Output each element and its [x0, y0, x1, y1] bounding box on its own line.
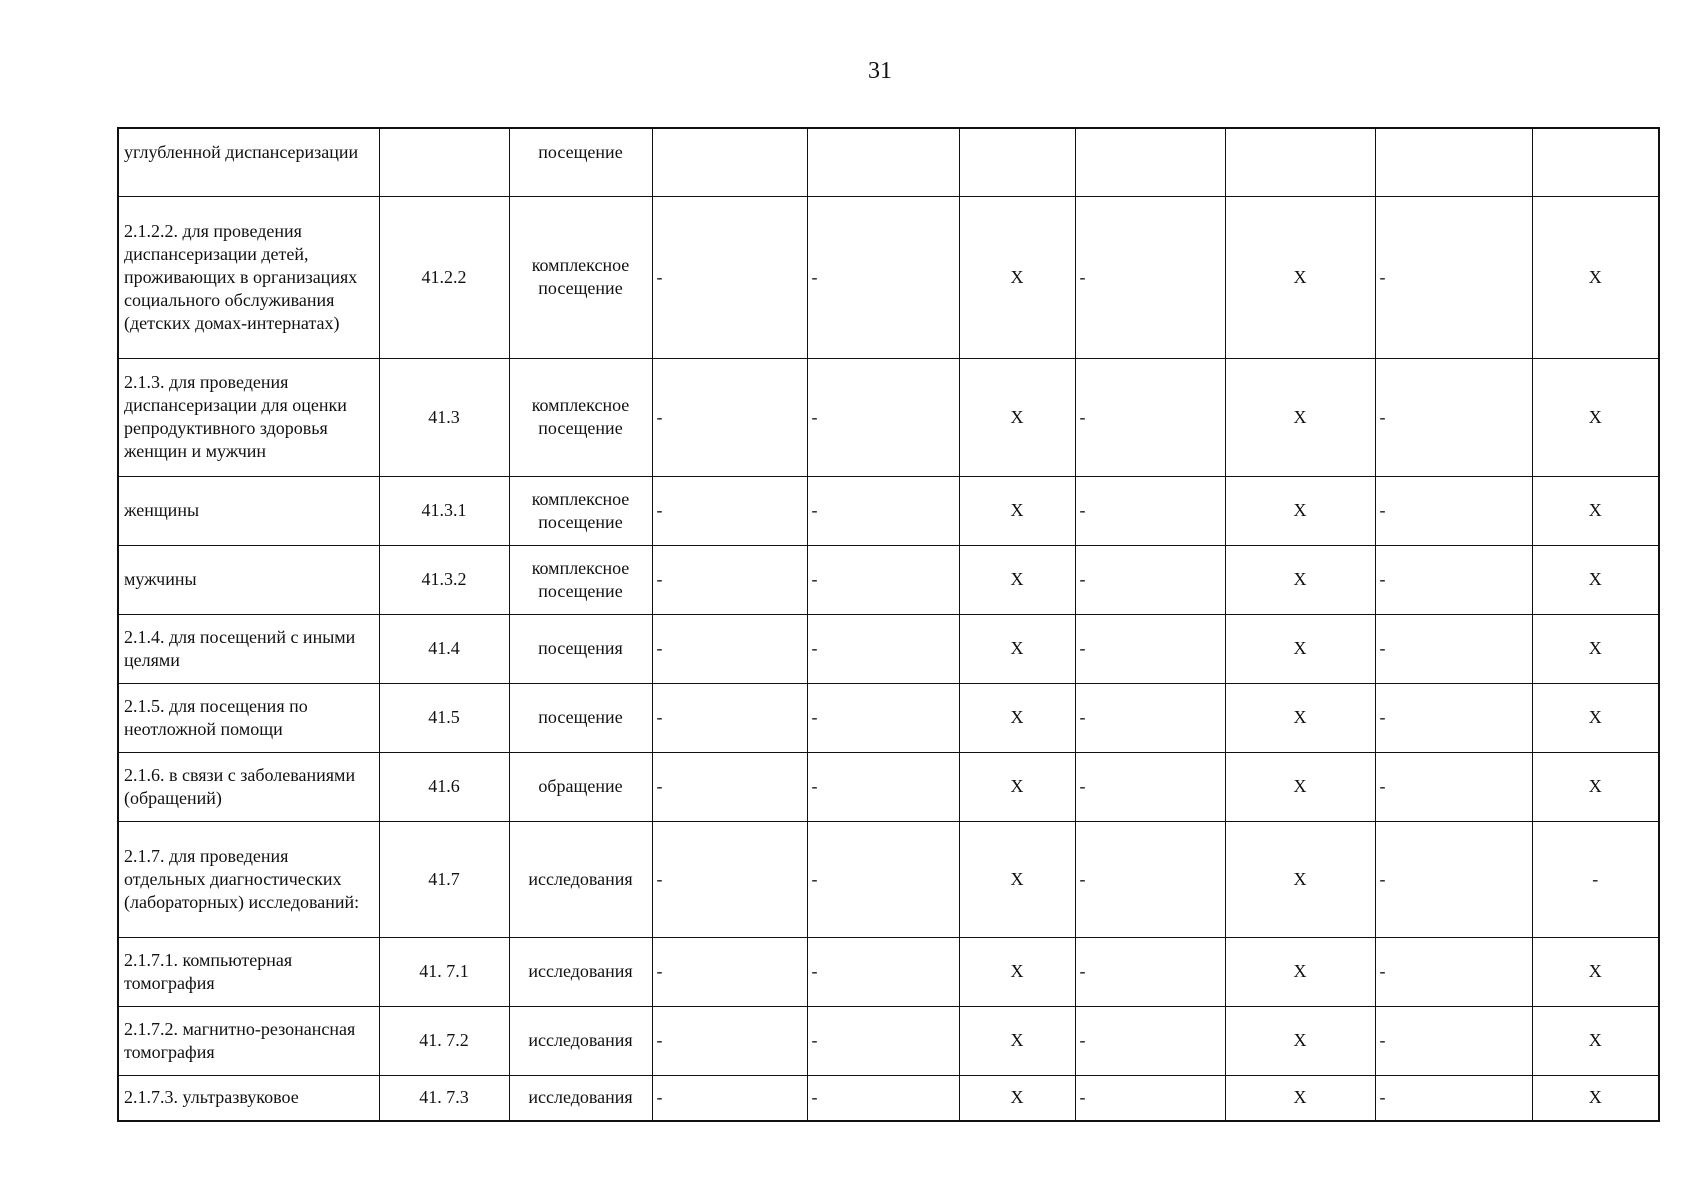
row-value-cell: - [1375, 1075, 1532, 1121]
row-value-cell: - [652, 937, 807, 1006]
row-value-cell: - [652, 196, 807, 358]
row-unit-cell: исследования [509, 1075, 652, 1121]
table-row [118, 752, 1659, 821]
row-value-cell: Х [1532, 196, 1659, 358]
row-value-cell: - [1375, 196, 1532, 358]
row-value-cell: Х [1225, 545, 1375, 614]
row-value-cell: - [1375, 752, 1532, 821]
row-value-cell: - [652, 476, 807, 545]
row-value-cell: Х [1225, 821, 1375, 937]
row-value-cell [1375, 128, 1532, 196]
row-value-cell: Х [1532, 1075, 1659, 1121]
page-number: 31 [868, 58, 892, 84]
row-value-cell: Х [1532, 545, 1659, 614]
row-code-cell [379, 128, 509, 196]
table-row [118, 1006, 1659, 1075]
row-value-cell: Х [959, 1075, 1075, 1121]
row-value-cell: - [652, 614, 807, 683]
row-value-cell: Х [1225, 196, 1375, 358]
row-value-cell: - [807, 476, 959, 545]
table-row [118, 821, 1659, 937]
row-value-cell: - [807, 1075, 959, 1121]
data-table [117, 127, 1660, 1122]
row-value-cell: Х [1225, 476, 1375, 545]
row-unit-cell: комплексное посещение [509, 545, 652, 614]
row-value-cell [1075, 128, 1225, 196]
row-unit-cell: комплексное посещение [509, 476, 652, 545]
row-value-cell: Х [959, 358, 1075, 476]
table-row [118, 476, 1659, 545]
row-name-cell: мужчины [118, 545, 379, 614]
row-value-cell: - [652, 752, 807, 821]
row-code-cell: 41.4 [379, 614, 509, 683]
row-value-cell: - [807, 1006, 959, 1075]
row-code-cell: 41.3 [379, 358, 509, 476]
row-value-cell: Х [959, 1006, 1075, 1075]
table-row [118, 196, 1659, 358]
table-body [118, 128, 1659, 1121]
row-value-cell: - [1375, 1006, 1532, 1075]
row-unit-cell: исследования [509, 1006, 652, 1075]
row-value-cell: - [1375, 683, 1532, 752]
row-unit-cell: посещения [509, 614, 652, 683]
row-unit-cell: обращение [509, 752, 652, 821]
row-value-cell: Х [1225, 752, 1375, 821]
row-code-cell: 41.3.1 [379, 476, 509, 545]
row-value-cell: - [652, 821, 807, 937]
row-value-cell: - [1375, 614, 1532, 683]
row-value-cell: Х [959, 752, 1075, 821]
row-value-cell: Х [1532, 1006, 1659, 1075]
row-name-cell: 2.1.7. для проведения отдельных диагностических (лабораторных) исследований: [118, 821, 379, 937]
row-unit-cell: комплексное посещение [509, 196, 652, 358]
row-value-cell: - [1075, 683, 1225, 752]
row-value-cell: - [807, 937, 959, 1006]
row-value-cell: Х [959, 196, 1075, 358]
row-value-cell: - [652, 1006, 807, 1075]
row-value-cell [807, 128, 959, 196]
row-value-cell: Х [1225, 614, 1375, 683]
row-name-cell: 2.1.6. в связи с заболеваниями (обращений) [118, 752, 379, 821]
row-value-cell: - [807, 683, 959, 752]
row-value-cell: - [1375, 821, 1532, 937]
table-row [118, 683, 1659, 752]
row-value-cell: - [652, 683, 807, 752]
row-name-cell: углубленной диспансеризации [118, 128, 379, 196]
row-name-cell: 2.1.7.1. компьютерная томография [118, 937, 379, 1006]
row-value-cell: - [807, 545, 959, 614]
row-value-cell: - [1532, 821, 1659, 937]
table-row [118, 937, 1659, 1006]
row-name-cell: 2.1.2.2. для проведения диспансеризации детей, проживающих в организациях социального обслуживания (детских домах-интернатах) [118, 196, 379, 358]
row-value-cell: - [1075, 614, 1225, 683]
row-value-cell: - [1075, 1006, 1225, 1075]
row-value-cell: Х [959, 821, 1075, 937]
row-value-cell: Х [1225, 937, 1375, 1006]
table-row [118, 614, 1659, 683]
row-name-cell: 2.1.5. для посещения по неотложной помощи [118, 683, 379, 752]
row-value-cell [652, 128, 807, 196]
row-value-cell: - [1075, 196, 1225, 358]
row-name-cell: 2.1.7.3. ультразвуковое [118, 1075, 379, 1121]
row-unit-cell: исследования [509, 937, 652, 1006]
row-unit-cell: посещение [509, 128, 652, 196]
row-value-cell: Х [1225, 683, 1375, 752]
row-value-cell: - [1075, 1075, 1225, 1121]
row-unit-cell: комплексное посещение [509, 358, 652, 476]
row-unit-cell: исследования [509, 821, 652, 937]
row-value-cell: - [652, 545, 807, 614]
row-name-cell: 2.1.4. для посещений с иными целями [118, 614, 379, 683]
row-value-cell: - [1375, 545, 1532, 614]
row-code-cell: 41.2.2 [379, 196, 509, 358]
row-value-cell: Х [1225, 1075, 1375, 1121]
row-value-cell: Х [1532, 752, 1659, 821]
row-code-cell: 41.7 [379, 821, 509, 937]
row-code-cell: 41. 7.1 [379, 937, 509, 1006]
row-value-cell: - [1375, 476, 1532, 545]
row-unit-cell: посещение [509, 683, 652, 752]
row-value-cell: - [1075, 545, 1225, 614]
row-name-cell: 2.1.3. для проведения диспансеризации для оценки репродуктивного здоровья женщин и мужчин [118, 358, 379, 476]
row-value-cell: Х [1532, 937, 1659, 1006]
row-value-cell: - [1075, 937, 1225, 1006]
row-value-cell: - [1375, 937, 1532, 1006]
row-value-cell: - [652, 358, 807, 476]
row-value-cell [959, 128, 1075, 196]
row-code-cell: 41. 7.3 [379, 1075, 509, 1121]
table-row [118, 358, 1659, 476]
row-code-cell: 41. 7.2 [379, 1006, 509, 1075]
row-value-cell: - [1075, 358, 1225, 476]
row-code-cell: 41.5 [379, 683, 509, 752]
row-value-cell: Х [959, 545, 1075, 614]
row-value-cell: - [807, 752, 959, 821]
row-value-cell: Х [1225, 358, 1375, 476]
row-value-cell [1225, 128, 1375, 196]
row-name-cell: 2.1.7.2. магнитно-резонансная томография [118, 1006, 379, 1075]
row-value-cell: - [652, 1075, 807, 1121]
row-value-cell: Х [1532, 614, 1659, 683]
row-value-cell: Х [1532, 476, 1659, 545]
row-value-cell: Х [959, 476, 1075, 545]
row-value-cell: - [1075, 821, 1225, 937]
row-value-cell: - [807, 358, 959, 476]
table-row [118, 1075, 1659, 1121]
row-value-cell: - [1075, 752, 1225, 821]
row-value-cell: Х [959, 937, 1075, 1006]
row-code-cell: 41.6 [379, 752, 509, 821]
row-value-cell: - [807, 821, 959, 937]
row-value-cell: Х [1532, 683, 1659, 752]
row-value-cell: Х [959, 683, 1075, 752]
row-code-cell: 41.3.2 [379, 545, 509, 614]
row-value-cell: Х [959, 614, 1075, 683]
row-value-cell: - [807, 196, 959, 358]
row-value-cell: - [1075, 476, 1225, 545]
row-value-cell: - [1375, 358, 1532, 476]
row-value-cell [1532, 128, 1659, 196]
table-row [118, 128, 1659, 196]
table-row [118, 545, 1659, 614]
row-value-cell: Х [1225, 1006, 1375, 1075]
row-value-cell: Х [1532, 358, 1659, 476]
row-name-cell: женщины [118, 476, 379, 545]
row-value-cell: - [807, 614, 959, 683]
